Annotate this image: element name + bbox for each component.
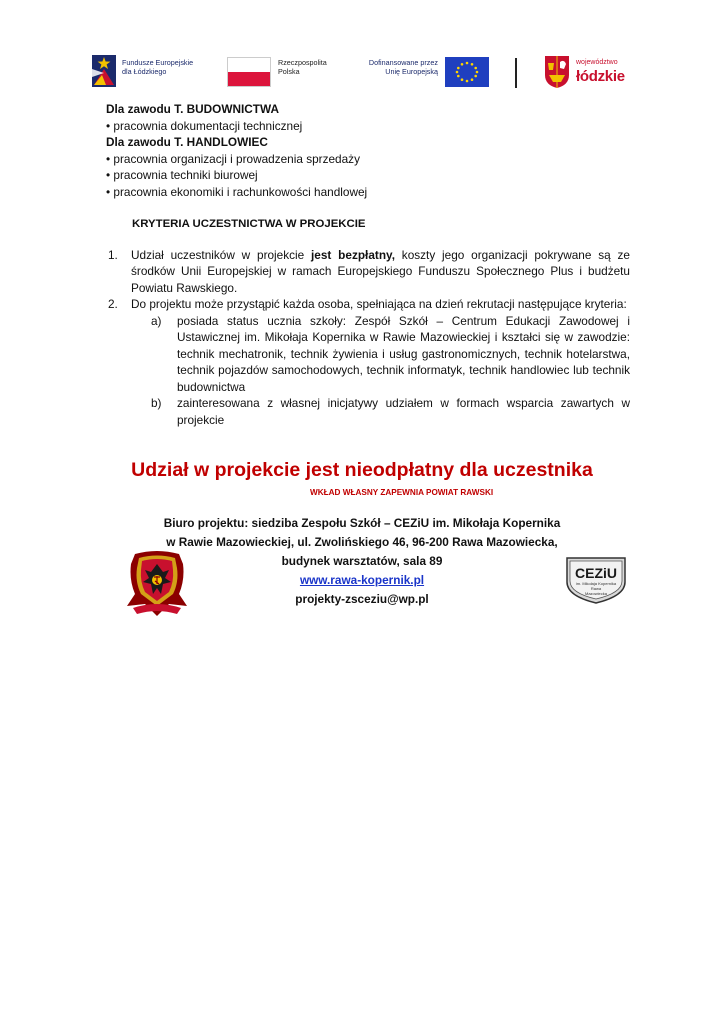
- handlowiec-item: • pracownia organizacji i prowadzenia sprzedaży: [106, 151, 360, 166]
- budownictwa-heading: Dla zawodu T. BUDOWNICTWA: [106, 102, 280, 116]
- budownictwa-item: • pracownia dokumentacji technicznej: [106, 118, 303, 133]
- website-link[interactable]: www.rawa-kopernik.pl: [299, 573, 425, 587]
- criteria-subitem-b: [151, 395, 630, 428]
- handlowiec-heading: Dla zawodu T. HANDLOWIEC: [106, 135, 268, 149]
- lodzkie-logo: [544, 55, 632, 91]
- office-line-3: budynek warsztatów, sala 89: [281, 554, 443, 568]
- logo-separator: [515, 58, 517, 88]
- school-coat-of-arms-icon: [127, 550, 187, 618]
- ceziu-logo-caption: Mazowiecka: [584, 591, 608, 596]
- criteria-subitem-letter: a): [151, 313, 162, 328]
- own-contribution-note: WKŁAD WŁASNY ZAPEWNIA POWIAT RAWSKI: [310, 488, 494, 497]
- project-office-info: [150, 514, 574, 609]
- ceziu-logo-caption: im. Mikołaja Kopernika: [575, 581, 617, 586]
- lodzkie-logo-big-text: łódzkie: [576, 68, 625, 85]
- criteria-item-number: 1.: [108, 247, 118, 262]
- lodzkie-crest-icon: [544, 55, 570, 89]
- criteria-subitem-text: zainteresowana z własnej inicjatywy udziałem w formach wsparcia zawartych w projekcie: [177, 396, 630, 427]
- criteria-item-2: [106, 296, 630, 428]
- eu-cofinanced-logo: [353, 55, 498, 91]
- eu-flag-icon: [445, 57, 489, 87]
- criteria-list: [106, 247, 630, 429]
- logo-bar: [92, 55, 632, 91]
- criteria-subitem-letter: b): [151, 396, 162, 410]
- rzeczpospolita-polska-logo: [227, 55, 347, 91]
- office-line-1: Biuro projektu: siedziba Zespołu Szkół – CEZiU im. Mikołaja Kopernika: [163, 516, 561, 530]
- criteria-item-1: [106, 247, 630, 297]
- criteria-item-text: Udział uczestników w projekcie: [131, 247, 312, 262]
- fe-star-icon: [92, 55, 116, 87]
- criteria-item-number: 2.: [108, 297, 118, 311]
- criteria-item-text: Do projektu może przystąpić każda osoba, spełniająca na dzień rekrutacji następujące kryteria:: [131, 297, 627, 311]
- criteria-item-text: koszty jego organizacji pokrywane są ze środków Unii Europejskiej w ramach Europejskiego Funduszu Społecznego Plus i budżetu Powiatu Rawskiego.: [131, 247, 630, 295]
- poland-flag-icon: [227, 57, 271, 87]
- free-participation-banner: Udział w projekcie jest nieodpłatny dla uczestnika: [131, 459, 593, 481]
- office-line-2: w Rawie Mazowieckiej, ul. Zwolińskiego 46, 96-200 Rawa Mazowiecka,: [166, 535, 558, 549]
- criteria-title: KRYTERIA UCZESTNICTWA W PROJEKCIE: [132, 218, 366, 230]
- fe-logo-text: Fundusze Europejskie dla Łódzkiego: [122, 58, 194, 76]
- ceziu-logo-caption: Rawa: [590, 586, 602, 591]
- fundusze-europejskie-logo: [92, 55, 212, 91]
- ceziu-school-logo: [565, 556, 627, 604]
- criteria-subitem-a: [151, 313, 630, 396]
- lodzkie-logo-small-text: województwo: [576, 59, 618, 66]
- rp-logo-text: Rzeczpospolita Polska: [278, 58, 327, 76]
- handlowiec-item: • pracownia techniki biurowej: [106, 168, 258, 182]
- criteria-item-bold-text: jest bezpłatny,: [311, 247, 395, 262]
- ue-logo-text: Dofinansowane przez Unię Europejską: [368, 58, 438, 76]
- document-content: [106, 101, 630, 428]
- email-address: projekty-zsceziu@wp.pl: [295, 592, 429, 606]
- ceziu-logo-title: CEZiU: [575, 565, 617, 581]
- handlowiec-item: • pracownia ekonomiki i rachunkowości handlowej: [106, 184, 368, 199]
- criteria-sublist: [151, 313, 630, 429]
- criteria-subitem-text: posiada status ucznia szkoły: Zespół Szkół – Centrum Edukacji Zawodowej i Ustawicznej im. Mikołaja Kopernika w Rawie Mazowieckiej i kształci się w zawodzie: technik mechatronik, technik żywienia i usług gastronomicznych, technik hotelarstwa, technik pojazdów samochodowych, technik informatyk, technik handlowiec lub technik budownictwa: [177, 313, 630, 394]
